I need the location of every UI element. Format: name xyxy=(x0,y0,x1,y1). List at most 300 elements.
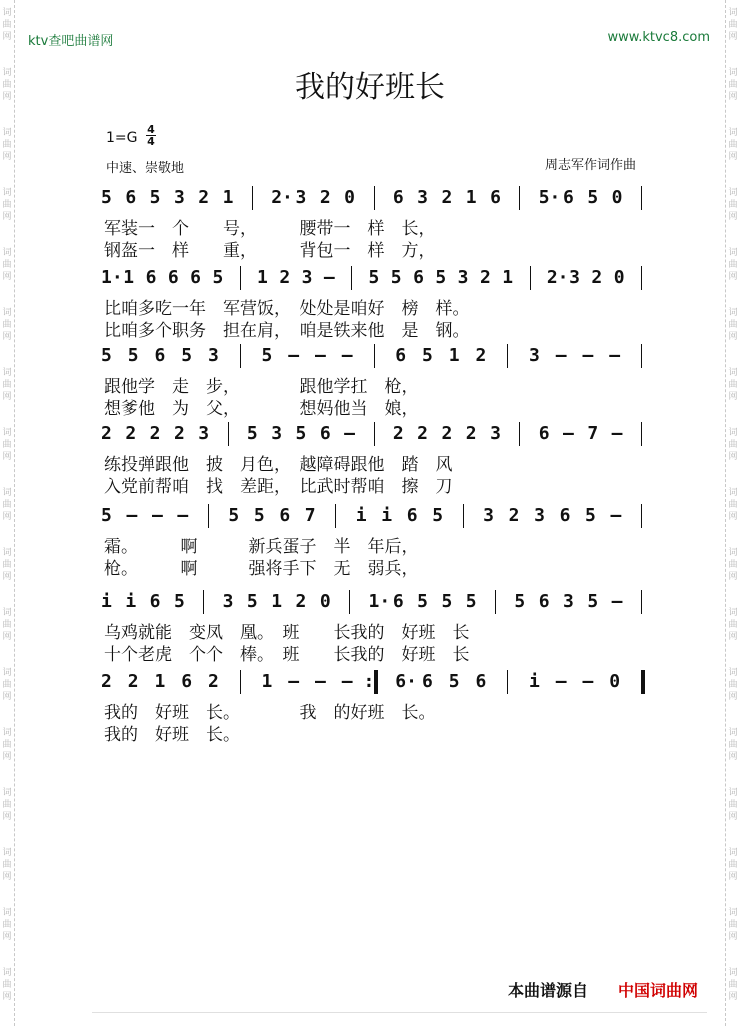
watermark-char: 曲 xyxy=(728,320,738,330)
watermark-char: 曲 xyxy=(2,500,12,510)
score-system xyxy=(100,498,645,579)
barline xyxy=(641,422,642,446)
watermark-char: 词 xyxy=(728,608,738,618)
lyric-line: 钢盔一 样 重， 背包一 样 方， xyxy=(104,241,436,261)
note: – xyxy=(341,345,353,366)
watermark-char: 曲 xyxy=(2,740,12,750)
watermark-char: 曲 xyxy=(728,740,738,750)
score-system xyxy=(100,338,645,419)
score-system xyxy=(100,664,645,745)
watermark-char: 网 xyxy=(728,332,738,342)
note: 5 xyxy=(587,187,599,208)
note: – xyxy=(341,671,353,692)
barline xyxy=(641,670,645,694)
watermark-char: 词 xyxy=(728,368,738,378)
barline xyxy=(463,504,464,528)
lyric-line: 入党前帮咱 找 差距， 比武时帮咱 擦 刀 xyxy=(104,477,453,497)
note: 3 xyxy=(198,423,210,444)
composer-credit: 周志军作词作曲 xyxy=(544,158,636,173)
lyric-row xyxy=(100,372,645,397)
watermark-char: 词 xyxy=(728,68,738,78)
barline xyxy=(495,590,496,614)
lyric-row xyxy=(100,450,645,475)
watermark-char: 网 xyxy=(2,32,12,42)
note: 6 xyxy=(167,267,179,288)
note: 5 xyxy=(149,187,161,208)
note: 6 xyxy=(422,671,433,692)
note: 1· xyxy=(101,267,123,288)
watermark-char: 词 xyxy=(728,968,738,978)
barline xyxy=(519,186,520,210)
watermark-char: 网 xyxy=(2,692,12,702)
watermark-char: 词 xyxy=(2,128,12,138)
watermark-char: 网 xyxy=(2,332,12,342)
watermark-char: 词 xyxy=(728,488,738,498)
song-title: 我的好班长 xyxy=(295,70,445,105)
lyric-line: 比咱多吃一年 军营饭， 处处是咱好 榜 样。 xyxy=(104,299,470,319)
watermark-char: 词 xyxy=(728,908,738,918)
note: 2 xyxy=(125,423,137,444)
barline xyxy=(349,590,350,614)
note-row xyxy=(100,584,645,618)
note: – xyxy=(563,423,574,444)
lyric-row xyxy=(100,698,645,723)
watermark-char: 网 xyxy=(2,272,12,282)
watermark-char: 曲 xyxy=(728,620,738,630)
barline xyxy=(641,590,642,614)
note: 2 xyxy=(198,187,210,208)
watermark-char: 曲 xyxy=(2,260,12,270)
watermark-char: 曲 xyxy=(2,560,12,570)
note: 3 xyxy=(490,423,501,444)
watermark-char: 词 xyxy=(728,188,738,198)
note: 3 xyxy=(534,505,545,526)
watermark-char: 词 xyxy=(728,308,738,318)
watermark-char: 词 xyxy=(728,428,738,438)
watermark-char: 词 xyxy=(2,368,12,378)
watermark-char: 网 xyxy=(728,752,738,762)
watermark-char: 曲 xyxy=(2,200,12,210)
note: 3 xyxy=(417,187,428,208)
note: 2 xyxy=(475,345,487,366)
note: 2 xyxy=(591,267,603,288)
lyric-row xyxy=(100,640,645,665)
watermark-char: 曲 xyxy=(2,920,12,930)
note: 3 xyxy=(295,187,307,208)
note: 6 xyxy=(392,187,404,208)
note: 5 xyxy=(514,591,526,612)
note: 2· xyxy=(546,267,569,288)
barline xyxy=(228,422,229,446)
note: – xyxy=(344,423,356,444)
watermark-char: 网 xyxy=(2,452,12,462)
watermark-char: 网 xyxy=(2,92,12,102)
score-system xyxy=(100,416,645,497)
header-site-name[interactable]: ktv查吧曲谱网 xyxy=(28,34,114,49)
watermark-char: 曲 xyxy=(2,380,12,390)
key-signature: 1=G xyxy=(106,130,138,146)
watermark-char: 网 xyxy=(728,152,738,162)
watermark-char: 网 xyxy=(728,392,738,402)
note: 5 xyxy=(212,267,224,288)
time-signature-bottom: 4 xyxy=(147,135,155,148)
barline xyxy=(641,344,642,368)
note: 2 xyxy=(149,423,161,444)
watermark-char: 网 xyxy=(728,452,738,462)
note: 6 xyxy=(563,187,574,208)
lyric-line: 跟他学 走 步， 跟他学扛 枪， xyxy=(104,377,419,397)
lyric-row xyxy=(100,720,645,745)
watermark-char: 词 xyxy=(728,668,738,678)
lyric-line: 我的 好班 长。 我 的好班 长。 xyxy=(104,703,436,723)
note: 5 xyxy=(253,505,265,526)
note: 2 xyxy=(441,423,453,444)
watermark-char: 网 xyxy=(2,152,12,162)
watermark-char: 词 xyxy=(2,728,12,738)
note: 2 xyxy=(479,267,491,288)
lyric-row xyxy=(100,214,645,239)
note: 2 xyxy=(279,267,291,288)
lyric-line: 军装一 个 号， 腰带一 样 长， xyxy=(104,219,436,239)
note: 5 xyxy=(587,591,599,612)
note: 6 xyxy=(538,423,550,444)
lyric-row xyxy=(100,554,645,579)
note: 5 xyxy=(246,591,258,612)
note: i xyxy=(355,505,367,526)
note: 2 xyxy=(392,423,404,444)
note: 3 xyxy=(222,591,234,612)
note: – xyxy=(323,267,335,288)
footer-source-label: 本曲谱源自 xyxy=(508,981,589,1000)
watermark-char: 词 xyxy=(728,248,738,258)
watermark-char: 词 xyxy=(728,788,738,798)
note-row xyxy=(100,664,645,698)
watermark-char: 词 xyxy=(2,968,12,978)
barline xyxy=(641,504,642,528)
watermark-char: 网 xyxy=(2,212,12,222)
watermark-char: 曲 xyxy=(728,260,738,270)
note: 1 xyxy=(154,671,166,692)
watermark-char: 网 xyxy=(2,992,12,1002)
lyric-row xyxy=(100,394,645,419)
note: 2 xyxy=(465,423,477,444)
note-row xyxy=(100,338,645,372)
lyric-line: 乌鸡就能 变凤 凰。 班 长我的 好班 长 xyxy=(104,623,470,643)
note: – xyxy=(151,505,163,526)
watermark-char: 词 xyxy=(2,188,12,198)
lyric-row xyxy=(100,316,645,341)
note: 1 xyxy=(271,591,283,612)
note: 6 xyxy=(279,505,291,526)
lyric-row xyxy=(100,294,645,319)
note: 2 xyxy=(441,187,453,208)
watermark-char: 网 xyxy=(728,512,738,522)
watermark-char: 曲 xyxy=(2,860,12,870)
lyric-row xyxy=(100,472,645,497)
watermark-char: 网 xyxy=(728,92,738,102)
note: – xyxy=(610,505,622,526)
note: 7 xyxy=(587,423,599,444)
note-row xyxy=(100,416,645,450)
note: 5 xyxy=(101,505,112,526)
barline xyxy=(507,670,508,694)
barline xyxy=(240,266,241,290)
note: – xyxy=(555,671,567,692)
time-signature xyxy=(146,124,156,147)
watermark-char: 词 xyxy=(728,128,738,138)
note: 5 xyxy=(422,345,433,366)
watermark-char: 曲 xyxy=(728,140,738,150)
lyric-row xyxy=(100,618,645,643)
note: 1 xyxy=(257,267,268,288)
watermark-char: 词 xyxy=(2,908,12,918)
note: 2 xyxy=(295,591,307,612)
note: 5 xyxy=(435,267,447,288)
watermark-char: 词 xyxy=(2,248,12,258)
lyric-line: 想爹他 为 父， 想妈他当 娘， xyxy=(104,399,419,419)
note: 5 xyxy=(432,505,444,526)
watermark-char: 网 xyxy=(728,932,738,942)
note: 5· xyxy=(538,187,561,208)
note: 2· xyxy=(271,187,293,208)
watermark-char: 曲 xyxy=(728,920,738,930)
note: – xyxy=(288,671,300,692)
barline xyxy=(203,590,204,614)
note: 6 xyxy=(395,345,407,366)
note: 6 xyxy=(475,671,487,692)
note: i xyxy=(529,671,540,692)
tempo-marking: 中速、崇敬地 xyxy=(106,161,185,176)
watermark-char: 曲 xyxy=(2,620,12,630)
note: 6 xyxy=(145,267,157,288)
note: 0 xyxy=(611,187,623,208)
note: 6· xyxy=(395,671,417,692)
footer-site-link[interactable]: 中国词曲网 xyxy=(618,981,699,1000)
watermark-char: 网 xyxy=(728,272,738,282)
note: – xyxy=(288,345,300,366)
watermark-char: 词 xyxy=(728,548,738,558)
score-system xyxy=(100,180,645,261)
lyric-line: 我的 好班 长。 xyxy=(104,725,240,745)
watermark-char: 曲 xyxy=(728,440,738,450)
note: 5 xyxy=(101,187,112,208)
lyric-row xyxy=(100,236,645,261)
watermark-char: 曲 xyxy=(728,80,738,90)
note: – xyxy=(315,345,326,366)
watermark-char: 网 xyxy=(728,632,738,642)
watermark-char: 网 xyxy=(728,572,738,582)
watermark-char: 网 xyxy=(2,872,12,882)
note: 5 xyxy=(585,505,596,526)
watermark-char: 网 xyxy=(728,992,738,1002)
watermark-char: 词 xyxy=(728,848,738,858)
barline xyxy=(208,504,209,528)
note: 6 xyxy=(319,423,331,444)
note-row xyxy=(100,260,645,294)
watermark-char: 曲 xyxy=(728,980,738,990)
barline xyxy=(641,186,642,210)
note: 2 xyxy=(319,187,331,208)
watermark-char: 词 xyxy=(2,308,12,318)
watermark-char: 曲 xyxy=(2,320,12,330)
note: 5 xyxy=(181,345,193,366)
score-system xyxy=(100,584,645,665)
barline xyxy=(240,670,241,694)
note: 0 xyxy=(609,671,621,692)
watermark-char: 曲 xyxy=(2,800,12,810)
watermark-char: 曲 xyxy=(728,200,738,210)
note: 3 xyxy=(271,423,283,444)
watermark-char: 网 xyxy=(2,572,12,582)
watermark-char: 网 xyxy=(728,212,738,222)
note: – xyxy=(611,591,623,612)
note: 3 xyxy=(208,345,219,366)
barline xyxy=(335,504,336,528)
note: 3 xyxy=(529,345,540,366)
note: 5 xyxy=(465,591,477,612)
note: 5 xyxy=(127,345,139,366)
note: i xyxy=(101,591,112,612)
watermark-char: 网 xyxy=(2,752,12,762)
note: 1 xyxy=(448,345,460,366)
note: – xyxy=(611,423,623,444)
watermark-char: 网 xyxy=(728,32,738,42)
note: – xyxy=(582,671,594,692)
note: 6 xyxy=(490,187,501,208)
note: 6 xyxy=(392,591,404,612)
note: 3 xyxy=(457,267,469,288)
note: 5 xyxy=(173,591,185,612)
note: 1 xyxy=(261,671,273,692)
watermark-char: 词 xyxy=(2,428,12,438)
watermark-char: 网 xyxy=(728,692,738,702)
note: 3 xyxy=(563,591,574,612)
watermark-char: 词 xyxy=(2,8,12,18)
watermark-char: 网 xyxy=(2,512,12,522)
note: 2 xyxy=(173,423,185,444)
watermark-char: 网 xyxy=(2,632,12,642)
note: – xyxy=(126,505,138,526)
lyric-line: 枪。 啊 强将手下 无 弱兵， xyxy=(104,559,419,579)
lyric-line: 比咱多个职务 担在肩， 咱是铁来他 是 钢。 xyxy=(104,321,470,341)
footer-divider xyxy=(92,1012,707,1013)
note: 5 xyxy=(261,345,273,366)
lyric-line: 十个老虎 个个 棒。 班 长我的 好班 长 xyxy=(104,645,470,665)
repeat-sign: : xyxy=(363,671,375,692)
note: 6 xyxy=(181,671,193,692)
note: 6 xyxy=(413,267,424,288)
note: 0 xyxy=(344,187,356,208)
note: – xyxy=(315,671,326,692)
note: 5 xyxy=(228,505,240,526)
lyric-line: 练投弹跟他 披 月色， 越障碍跟他 踏 风 xyxy=(104,455,453,475)
watermark-char: 曲 xyxy=(728,680,738,690)
watermark-char: 词 xyxy=(2,608,12,618)
note: 5 xyxy=(390,267,402,288)
watermark-char: 网 xyxy=(2,812,12,822)
watermark-char: 网 xyxy=(2,932,12,942)
watermark-char: 曲 xyxy=(2,140,12,150)
note: 6 xyxy=(190,267,201,288)
note: 5 xyxy=(101,345,112,366)
note: 5 xyxy=(448,671,460,692)
left-watermark-strip xyxy=(0,0,15,1026)
note: 3 xyxy=(173,187,185,208)
note-row xyxy=(100,498,645,532)
note: 5 xyxy=(368,267,380,288)
watermark-char: 词 xyxy=(2,788,12,798)
watermark-char: 词 xyxy=(2,488,12,498)
note: 6 xyxy=(406,505,418,526)
watermark-char: 曲 xyxy=(2,680,12,690)
note: 6 xyxy=(125,187,137,208)
note: 3 xyxy=(483,505,494,526)
barline xyxy=(374,422,375,446)
score-system xyxy=(100,260,645,341)
note: 1 xyxy=(502,267,514,288)
watermark-char: 曲 xyxy=(2,980,12,990)
note: 2 xyxy=(101,423,112,444)
watermark-char: 曲 xyxy=(2,80,12,90)
barline xyxy=(519,422,520,446)
note: – xyxy=(555,345,567,366)
barline xyxy=(374,344,375,368)
watermark-char: 网 xyxy=(728,872,738,882)
right-watermark-strip xyxy=(725,0,740,1026)
note: 5 xyxy=(295,423,307,444)
note: 0 xyxy=(613,267,625,288)
note: 2 xyxy=(508,505,520,526)
note: 5 xyxy=(246,423,258,444)
header-site-url[interactable]: www.ktvc8.com xyxy=(607,30,710,45)
watermark-char: 曲 xyxy=(728,380,738,390)
watermark-char: 词 xyxy=(2,68,12,78)
note: 1 xyxy=(465,187,477,208)
note: 2 xyxy=(417,423,428,444)
note: – xyxy=(582,345,594,366)
note: – xyxy=(609,345,621,366)
watermark-char: 曲 xyxy=(728,860,738,870)
watermark-char: 网 xyxy=(2,392,12,402)
watermark-char: 曲 xyxy=(728,560,738,570)
watermark-char: 曲 xyxy=(728,500,738,510)
note-row xyxy=(100,180,645,214)
note: 3 xyxy=(569,267,580,288)
note: 2 xyxy=(127,671,139,692)
barline xyxy=(252,186,253,210)
barline xyxy=(641,266,642,290)
note: 6 xyxy=(154,345,166,366)
time-signature-top: 4 xyxy=(147,123,155,136)
watermark-char: 曲 xyxy=(728,20,738,30)
note: 5 xyxy=(441,591,453,612)
barline xyxy=(240,344,241,368)
watermark-char: 曲 xyxy=(728,800,738,810)
lyric-row xyxy=(100,532,645,557)
barline xyxy=(374,186,375,210)
note: 6 xyxy=(559,505,571,526)
barline xyxy=(351,266,352,290)
note: i xyxy=(381,505,393,526)
watermark-char: 曲 xyxy=(2,440,12,450)
watermark-char: 词 xyxy=(728,728,738,738)
note: – xyxy=(177,505,189,526)
note: 3 xyxy=(301,267,313,288)
watermark-char: 词 xyxy=(2,668,12,678)
barline xyxy=(507,344,508,368)
watermark-char: 曲 xyxy=(2,20,12,30)
note: i xyxy=(125,591,137,612)
